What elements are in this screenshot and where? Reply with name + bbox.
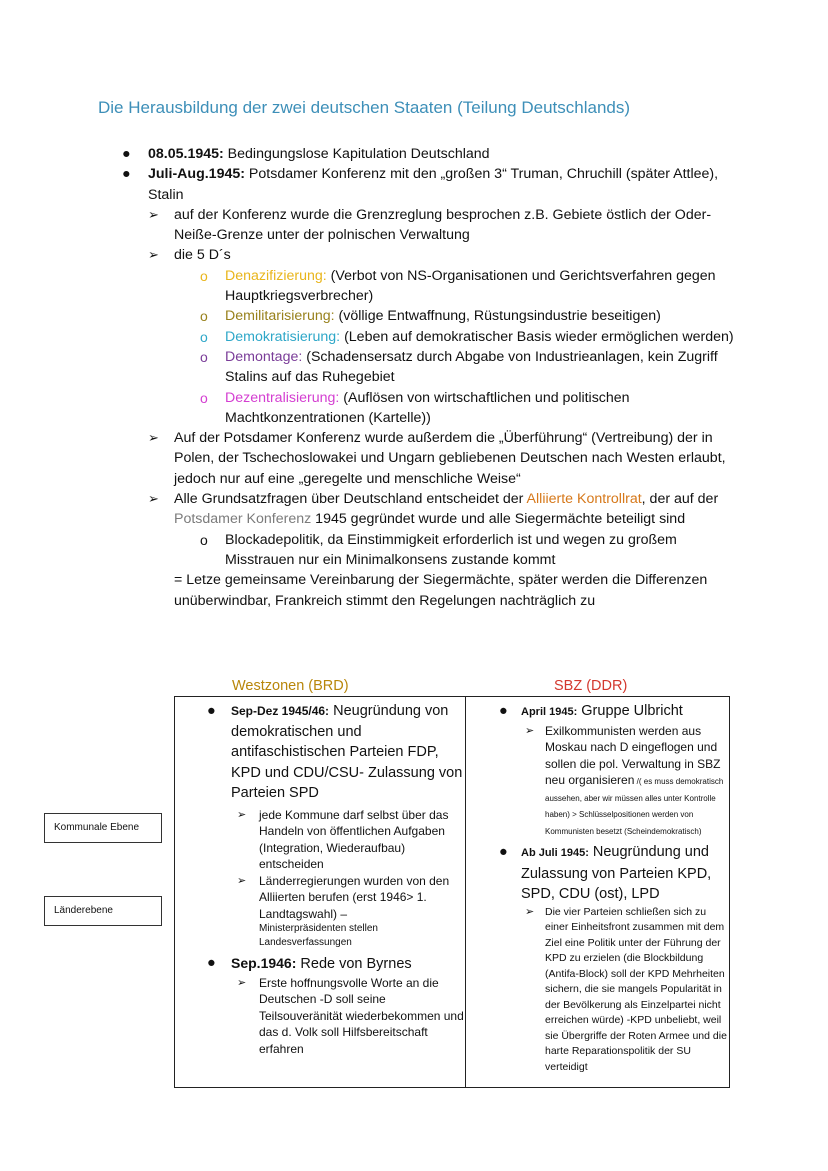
circle-bullet-icon: o xyxy=(200,267,208,284)
d-dezentralisierung xyxy=(118,388,738,429)
sub-text: Länderregierungen wurden von den Alliierten berufen (erst 1946> 1. Landtagswahl) – xyxy=(259,873,450,921)
column-head-sbz: SBZ (DDR) xyxy=(554,678,628,694)
bullet-text: Potsdamer Konferenz mit den „großen 3“ Truman, Chruchill (später Attlee), Stalin xyxy=(148,166,719,203)
sub-byrnes xyxy=(203,975,465,1058)
sub-text: Die vier Parteien schließen sich zu einer Einheitsfront zusammen mit dem Ziel eine Politik unter der Führung der KPD zu erzielen (die Blockbildung (Antifa-Block) soll der KPD Mehrheiten sichern, die sie mangels Popularität in der Bevölkerung als Einzelpartei nicht erreichen würde) -KPD unbeliebt, weil sie Übergriffe der Roten Armee und die harte Reparationspolitik der SU verteidigt xyxy=(545,905,727,1073)
d-label: Demokratisierung: xyxy=(225,328,341,345)
bullet-potsdamer-konferenz xyxy=(118,164,738,205)
kontrollrat-highlight: Alliierte Kontrollrat xyxy=(526,491,642,508)
date-label: Sep-Dez 1945/46: xyxy=(231,704,330,718)
point-byrnes xyxy=(203,953,465,975)
comparison-table xyxy=(174,696,730,1088)
sub-5-ds xyxy=(118,245,738,265)
sub-text: auf der Konferenz wurde die Grenzreglung besprochen z.B. Gebiete östlich der Oder-Neiße-Grenze unter der polnischen Verwaltung xyxy=(174,206,712,244)
table-divider xyxy=(465,697,466,1087)
arrow-bullet-icon: ➢ xyxy=(525,905,535,918)
circle-bullet-icon: o xyxy=(200,308,208,325)
arrow-bullet-icon: ➢ xyxy=(237,976,247,989)
circle-bullet-icon: o xyxy=(200,389,208,406)
bullet-dot-icon: ● xyxy=(122,166,131,183)
sub-note: /( es muss demokratisch aussehen, aber wir müssen alles unter Kontrolle haben) > Schlüsselpositionen werden von Kommunisten besetzt (Scheindemokratisch) xyxy=(545,777,724,836)
label-box-laenderebene xyxy=(44,896,162,926)
point-text: Neugründung und Zulassung von Parteien KPD, SPD, CDU (ost), LPD xyxy=(521,844,712,902)
main-content xyxy=(118,144,738,611)
bullet-dot-icon: ● xyxy=(207,703,216,719)
sub-ueberfuehrung xyxy=(118,428,738,489)
bullet-dot-icon: ● xyxy=(207,955,216,971)
sub-text: Auf der Potsdamer Konferenz wurde außerdem die „Überführung“ (Vertreibung) der in Polen, der Tschechoslowakei und Ungarn gebliebenen Deutschen nach Westen erlaubt, jedoch nur auf eine „geregelte und menschliche Weise“ xyxy=(174,430,726,487)
d-demokratisierung xyxy=(118,327,738,347)
sub-note: Ministerpräsidenten stellen Landesverfassungen xyxy=(259,923,378,948)
sub-text: Blockadepolitik, da Einstimmigkeit erforderlich ist und wegen zu großem Misstrauen nur ein Minimalkonsens zustande kommt xyxy=(225,531,677,568)
sub-text: Exilkommunisten werden aus Moskau nach D eingeflogen und sollen die pol. Verwaltung in SBZ neu organisieren xyxy=(545,723,721,787)
bullet-dot-icon: ● xyxy=(122,146,131,162)
sub-text: Alle Grundsatzfragen über Deutschland entscheidet der xyxy=(174,491,527,508)
label-box-kommunale-ebene xyxy=(44,813,162,843)
point-text: Gruppe Ulbricht xyxy=(577,703,683,719)
arrow-bullet-icon: ➢ xyxy=(148,206,159,222)
d-label: Demontage: xyxy=(225,348,303,365)
point-neugruendung-ost xyxy=(495,842,729,905)
cell-sbz xyxy=(495,701,729,1075)
box-label: Länderebene xyxy=(54,905,113,916)
arrow-bullet-icon: ➢ xyxy=(237,808,247,821)
date-label: April 1945: xyxy=(521,706,578,718)
sub-blockadepolitik xyxy=(118,530,738,571)
arrow-bullet-icon: ➢ xyxy=(148,247,159,263)
conclusion xyxy=(118,570,738,611)
arrow-bullet-icon: ➢ xyxy=(237,874,247,887)
column-head-westzonen: Westzonen (BRD) xyxy=(232,678,349,694)
cell-westzonen xyxy=(203,701,465,1057)
d-text: (Schadensersatz durch Abgabe von Industrieanlagen, kein Zugriff Stalins auf das Ruhegebiet xyxy=(225,348,718,386)
d-text: (Auflösen von wirtschaftlichen und politischen Machtkonzentrationen (Kartelle)) xyxy=(225,389,630,426)
circle-bullet-icon: o xyxy=(200,328,208,345)
sub-laenderregierungen xyxy=(203,873,465,951)
d-denazifizierung xyxy=(118,266,738,307)
date-label: Sep.1946: xyxy=(231,955,297,971)
arrow-bullet-icon: ➢ xyxy=(148,491,159,507)
circle-bullet-icon: o xyxy=(200,348,208,365)
conclusion-text: = Letze gemeinsame Vereinbarung der Siegermächte, später werden die Differenzen unüberwindbar, Frankreich stimmt den Regelungen nachträglich zu xyxy=(174,572,708,609)
bullet-dot-icon: ● xyxy=(499,844,508,860)
date-label: Juli-Aug.1945: xyxy=(148,166,245,183)
d-text: (völlige Entwaffnung, Rüstungsindustrie beseitigen) xyxy=(334,308,661,325)
sub-exilkommunisten xyxy=(495,723,729,839)
arrow-bullet-icon: ➢ xyxy=(148,430,159,446)
sub-text: jede Kommune darf selbst über das Handeln von öffentlichen Aufgaben (Integration, Wiederaufbau) entscheiden xyxy=(259,807,449,871)
point-gruppe-ulbricht xyxy=(495,701,729,723)
sub-text: 1945 gegründet wurde und alle Siegermächte beteiligt sind xyxy=(311,511,686,528)
point-text: Rede von Byrnes xyxy=(296,956,412,972)
arrow-bullet-icon: ➢ xyxy=(525,724,535,737)
d-demontage xyxy=(118,347,738,388)
sub-kommune xyxy=(203,807,465,873)
bullet-kapitulation xyxy=(118,144,738,164)
sub-kontrollrat xyxy=(118,489,738,530)
sub-text: die 5 D´s xyxy=(174,247,231,264)
bullet-dot-icon: ● xyxy=(499,703,508,719)
page-title: Die Herausbildung der zwei deutschen Staaten (Teilung Deutschlands) xyxy=(98,98,631,117)
d-demilitarisierung xyxy=(118,306,738,326)
sub-text: , der auf der xyxy=(641,491,719,508)
bullet-text: Bedingungslose Kapitulation Deutschland xyxy=(223,146,490,162)
date-label: 08.05.1945: xyxy=(148,146,224,162)
sub-einheitsfront xyxy=(495,905,729,1076)
date-label: Ab Juli 1945: xyxy=(521,847,589,859)
point-text: Neugründung von demokratischen und antifaschistischen Parteien FDP, KPD und CDU/CSU- Zulassung von Parteien SPD xyxy=(231,703,463,801)
sub-grenzregelung xyxy=(118,205,738,246)
konferenz-highlight: Potsdamer Konferenz xyxy=(174,511,312,528)
point-neugruendung-west xyxy=(203,701,465,804)
d-text: (Leben auf demokratischer Basis wieder ermöglichen werden) xyxy=(340,328,734,345)
sub-text: Erste hoffnungsvolle Worte an die Deutschen -D soll seine Teilsouveränität wiederbekommen und das d. Volk soll Hilfsbereitschaft erfahren xyxy=(259,975,464,1056)
d-label: Dezentralisierung: xyxy=(225,389,340,406)
d-label: Denazifizierung: xyxy=(225,267,327,284)
circle-bullet-icon: o xyxy=(200,531,208,548)
box-label: Kommunale Ebene xyxy=(54,822,140,833)
d-text: (Verbot von NS-Organisationen und Gerichtsverfahren gegen Hauptkriegsverbrecher) xyxy=(225,267,716,305)
d-label: Demilitarisierung: xyxy=(225,308,335,325)
